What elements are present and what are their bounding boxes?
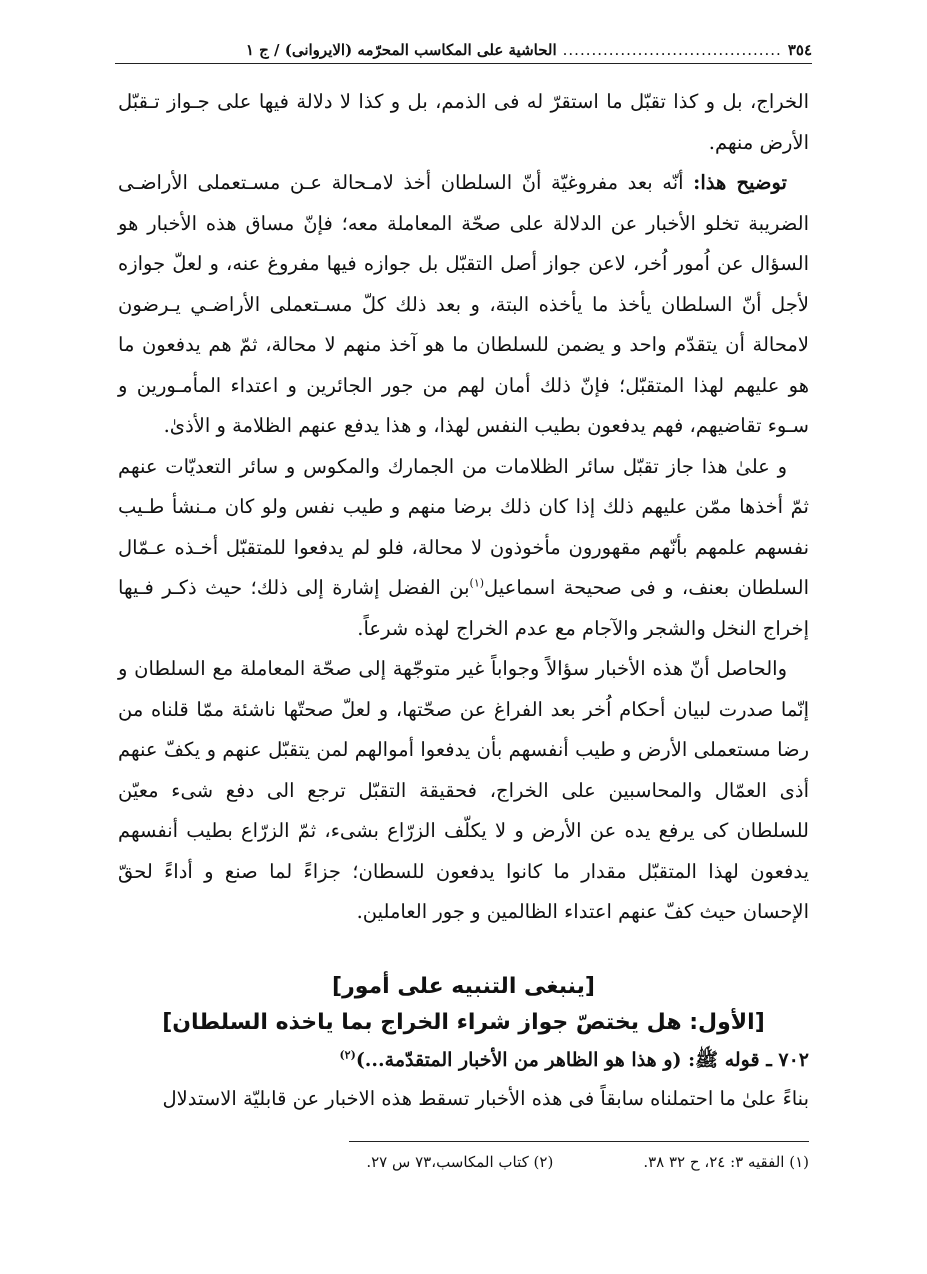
paragraph-4 bbox=[118, 649, 809, 933]
commentary-item bbox=[118, 1041, 809, 1079]
footnotes bbox=[118, 1153, 809, 1171]
paragraph-2-text: أنّه بعد مفروغيّة أنّ السلطان أخذ لامـحالة عـن مسـتعملى الأراضـى الضريبة تخلو الأخبار عن الدلالة على صحّة المعاملة معه؛ فإنّ مساق هذه الأخبار هو السؤال عن اُمور اُخر، لاعن جواز أصل التقبّل بل جوازه فيها مفروغ عنه، و لعلّ جوازه لأجل أنّ السلطان يأخذ ما يأخذه البتة، و بعد ذلك كلّ مسـتعملى الأراضـي يـرضون لامحالة أن يتقدّم واحد و يضمن للسلطان ما هو آخذ منهم لا محالة، ثمّ هم يدفعون ما هو عليهم لهذا المتقبّل؛ فإنّ ذلك أمان لهم من جور الجائرين و اعتداء المأمـورين و سـوء تقاضيهم، فهم يدفعون بطيب النفس لهذا، و هذا يدفع عنهم الظلامة و الأذىٰ. bbox=[118, 171, 809, 437]
paragraph-1-text: الخراج، بل و كذا تقبّل ما استقرّ له فى الذمم، بل و كذا لا دلالة فيها على جـواز تـقبّل الأرض منهم. bbox=[118, 90, 809, 154]
item-quote: : (و هذا هو الظاهر من الأخبار المتقدّمة...) bbox=[355, 1048, 696, 1071]
honorific-symbol: ﷺ bbox=[695, 1048, 719, 1071]
footnote-divider bbox=[349, 1141, 809, 1142]
page-body bbox=[118, 82, 809, 1119]
running-title: الحاشية على المكاسب المحرّمه (الايروانى) / ج ١ bbox=[245, 41, 557, 59]
paragraph-5-text: بناءً علىٰ ما احتملناه سابقاً فى هذه الأخبار تسقط هذه الاخبار عن قابليّة الاستدلال bbox=[162, 1086, 809, 1110]
paragraph-2 bbox=[118, 163, 809, 447]
paragraph-2-lead: توضيح هذا: bbox=[693, 171, 787, 194]
section-heading: [ينبغى التنبيه على أمور] bbox=[332, 973, 595, 999]
subsection-heading: [الأول: هل يختصّ جواز شراء الخراج بما ياخذه السلطان] bbox=[162, 1009, 765, 1035]
paragraph-5 bbox=[118, 1079, 809, 1120]
footnote-ref-2[interactable]: (٢) bbox=[339, 1048, 356, 1062]
paragraph-1 bbox=[118, 82, 809, 163]
paragraph-3 bbox=[118, 447, 809, 650]
footnote-1: (١) الفقيه ٣: ٢٤، ح ٣٢ ٣٨. bbox=[643, 1153, 809, 1171]
page-number: ٣٥٤ bbox=[787, 41, 812, 59]
section-gap bbox=[118, 933, 809, 969]
paragraph-4-text: والحاصل أنّ هذه الأخبار سؤالاً وجواباً غير متوجّهة إلى صحّة المعاملة مع السلطان و إنّما صدرت لبيان أحكام اُخر بعد الفراغ عن صحّتها، و لعلّ صحتّها ناشئة ممّا قلناه من رضا مستعملى الأرض و طيب أنفسهم بأن يدفعوا أموالهم لمن يتقبّل عنهم و يكفّ عنهم أذى العمّال والمحاسبين على الخراج، فحقيقة التقبّل ترجع الى دفع شىء معيّن للسلطان كى يرفع يده عن الأرض و لا يكلّف الزرّاع بشىء، ثمّ الزرّاع بطيب أنفسهم يدفعون لهذا المتقبّل مقدار ما كانوا يدفعون للسطان؛ جزاءً لما صنع و أداءً لحقّ الإحسان حيث كفّ عنهم اعتداء الظالمين و جور العاملين. bbox=[118, 657, 809, 923]
footnote-ref-1[interactable]: (١) bbox=[469, 576, 485, 590]
footnote-2: (٢) كتاب المكاسب،٧٣ س ٢٧. bbox=[366, 1153, 554, 1171]
paragraph-3-text-a: و علىٰ هذا جاز تقبّل سائر الظلامات من الجمارك والمكوس و سائر التعديّات عنهم ثمّ أخذها ممّن عليهم ذلك إذا كان ذلك برضا منهم و طيب نفس ولو كان مـنشأ طـيب نفسهم علمهم بأنّهم مقهورون مأخوذون لا محالة، فلو لم يدفعوا للمتقبّل أخـذه عـمّال السلطان بعنف، و فى صحيحة اسماعيل bbox=[118, 454, 809, 599]
paragraph-3-text-b: بن الفضل إشارة إلى ذلك؛ حيث ذكـر فـيها إخراج النخل والشجر والآجام مع عدم الخراج لهذه شرعاً. bbox=[118, 576, 809, 640]
page-header bbox=[115, 30, 812, 64]
item-number: ٧٠٢ ـ قوله bbox=[724, 1048, 809, 1071]
header-dots: ...................................... bbox=[562, 41, 782, 59]
